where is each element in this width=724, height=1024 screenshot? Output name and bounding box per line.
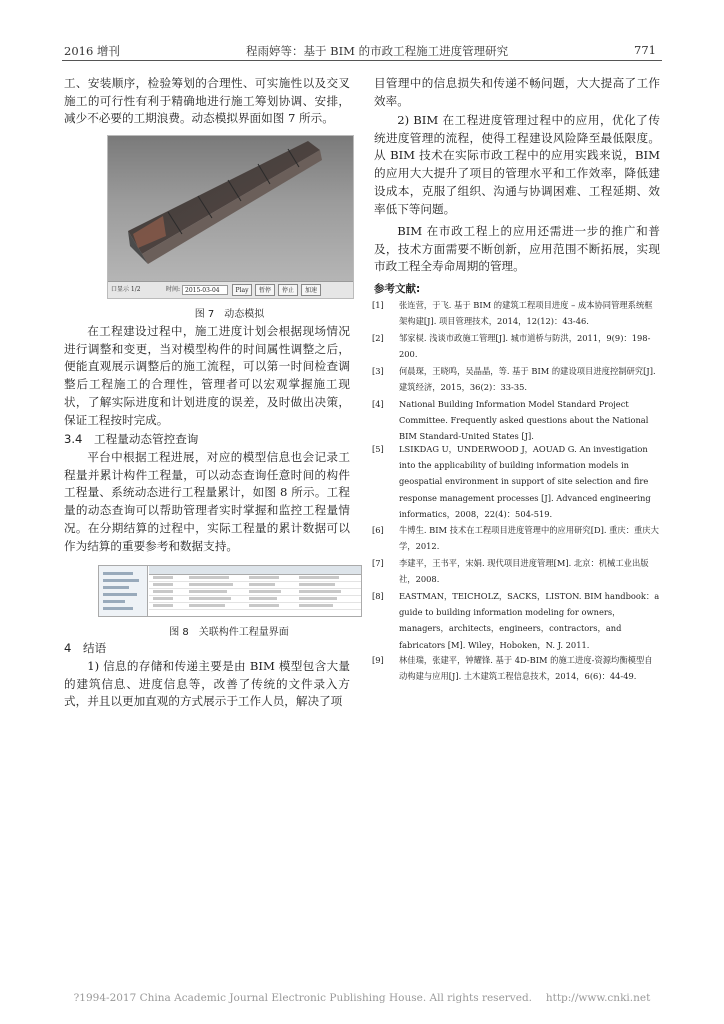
references-heading: 参考文献: — [374, 283, 421, 295]
reference-text: LSIKDAG U，UNDERWOOD J，AOUAD G. An investigation into the applicability of building information models in geospatial environment in support of site selection and fire response management processes [J]. Advanced engineering informatics，2008，22(4)：504-519. — [399, 444, 651, 519]
reference-number: [4] — [372, 399, 384, 409]
figure-8-caption: 图 8 关联构件工程量界面 — [169, 627, 289, 638]
reference-text: EASTMAN，TEICHOLZ，SACKS，LISTON. BIM handbook：a guide to building information modeling for owners，managers，architects，engineers，contractors，and fabricators [M]. Wiley，Hoboken，N. J. 2011. — [399, 591, 660, 650]
right-paragraph-1: 目管理中的信息损失和传递不畅问题，大大提高了工作效率。 — [374, 76, 660, 108]
time-label: 时间: — [166, 286, 181, 293]
figure-7-dynamic-simulation — [107, 135, 354, 299]
left-paragraph-3: 平台中根据工程进展，对应的模型信息也会记录工程量并累计构件工程量，可以动态查询任意时间的构件工程量、系统动态进行工程量累计，如图 8 所示。工程量的动态查询可以帮助管理者实时掌握和监控工程量情况。在分期结算的过程中，实际工程量的累计数据可以作为结算的重要参考和数据支持。 — [64, 450, 350, 553]
reference-item — [372, 330, 660, 362]
running-header-left: 2016 增刊 — [64, 44, 120, 58]
speed-button[interactable]: 加速 — [301, 284, 321, 296]
reference-item — [372, 522, 660, 554]
left-paragraph-4: 1) 信息的存储和传递主要是由 BIM 模型包含大量的建筑信息、进度信息等，改善了传统的文件录入方式，并且以更加直观的方式展示于工作人员，解决了项 — [64, 659, 350, 709]
right-paragraph-2: 2) BIM 在工程进度管理过程中的应用，优化了传统进度管理的流程，使得工程建设风险降至最低限度。从 BIM 技术在实际市政工程中的应用实践来说，BIM 的应用大大提升了项目的管理水平和工作效率，降低建设成本，克服了组织、沟通与协调困难、工程延期、效率低下等问题。 — [374, 113, 660, 216]
reference-number: [7] — [372, 558, 384, 568]
reference-number: [1] — [372, 300, 384, 310]
reference-item — [372, 363, 660, 395]
bim-model-render — [108, 136, 353, 281]
reference-text: 邹家棂. 浅谈市政施工管理[J]. 城市道桥与防洪，2011，9(9)：198-200. — [399, 333, 651, 360]
reference-text: 牛博生. BIM 技术在工程项目进度管理中的应用研究[D]. 重庆：重庆大学，2012. — [399, 525, 659, 552]
reference-number: [2] — [372, 333, 384, 343]
figure-7-caption: 图 7 动态模拟 — [194, 309, 265, 320]
reference-item — [372, 652, 660, 684]
page-number: 771 — [634, 43, 656, 57]
date-field[interactable]: 2015-03-04 — [182, 285, 228, 295]
reference-item — [372, 588, 660, 653]
reference-number: [5] — [372, 444, 384, 454]
reference-text: 李建平，王书平，宋娟. 现代项目进度管理[M]. 北京：机械工业出版社，2008. — [399, 558, 649, 585]
reference-number: [3] — [372, 366, 384, 376]
copyright-footer: ?1994-2017 China Academic Journal Electronic Publishing House. All rights reserved. http://www.cnki.net — [73, 992, 651, 1004]
right-paragraph-3: BIM 在市政工程上的应用还需进一步的推广和普及，技术方面需要不断创新，应用范围不断拓展，实现市政工程全寿命周期的管理。 — [374, 224, 660, 274]
reference-text: 何晨琛，王晓鸣，吴晶晶，等. 基于 BIM 的建设项目进度控制研究[J]. 建筑经济，2015，36(2)：33-35. — [399, 366, 656, 393]
section-4-heading: 4 结语 — [64, 641, 107, 655]
left-paragraph-2: 在工程建设过程中，施工进度计划会根据现场情况进行调整和变更，当对模型构件的时间属性调整之后，便能直观展示调整后的施工流程，可以第一时间检查调整后工程施工的合理性，管理者可以宏观掌握施工现状，了解实际进度和计划进度的误差，及时做出决策，保证工程按时完成。 — [64, 324, 350, 427]
reference-text: 林佳瑞，张建平，钟耀锋. 基于 4D-BIM 的施工进度-资源均衡模型自动构建与应用[J]. 土木建筑工程信息技术，2014，6(6)：44-49. — [399, 655, 653, 682]
pause-button[interactable]: 暂停 — [255, 284, 275, 296]
reference-text: 张连营，于飞. 基于 BIM 的建筑工程项目进度 – 成本协同管理系统框架构建[J]. 项目管理技术，2014，12(12)：43-46. — [399, 300, 653, 327]
simulation-control-bar — [108, 281, 353, 299]
reference-item — [372, 396, 660, 445]
header-rule — [62, 60, 662, 61]
reference-number: [6] — [372, 525, 384, 535]
reference-item — [372, 297, 660, 329]
stop-button[interactable]: 停止 — [278, 284, 298, 296]
reference-number: [8] — [372, 591, 384, 601]
play-button[interactable]: Play — [232, 284, 252, 296]
reference-text: National Building Information Model Standard Project Committee. Frequently asked questions about the National BIM Standard-United States [J]. — [399, 399, 649, 442]
running-header-title: 程雨婷等：基于 BIM 的市政工程施工进度管理研究 — [246, 44, 509, 58]
quantity-table — [149, 566, 361, 616]
reference-number: [9] — [372, 655, 384, 665]
figure-8-quantity-interface — [98, 565, 362, 617]
simulation-viewport — [108, 136, 353, 281]
component-tree-panel — [99, 566, 148, 616]
section-3-4-heading: 3.4 工程量动态管控查询 — [64, 432, 199, 446]
reference-item — [372, 555, 660, 587]
display-checkbox[interactable]: 口显示 1/2 — [111, 286, 141, 293]
reference-item — [372, 441, 660, 522]
left-paragraph-1: 工、安装顺序，检验筹划的合理性、可实施性以及交叉施工的可行性有利于精确地进行施工筹划协调、安排，减少不必要的工期浪费。动态模拟界面如图 7 所示。 — [64, 76, 350, 126]
